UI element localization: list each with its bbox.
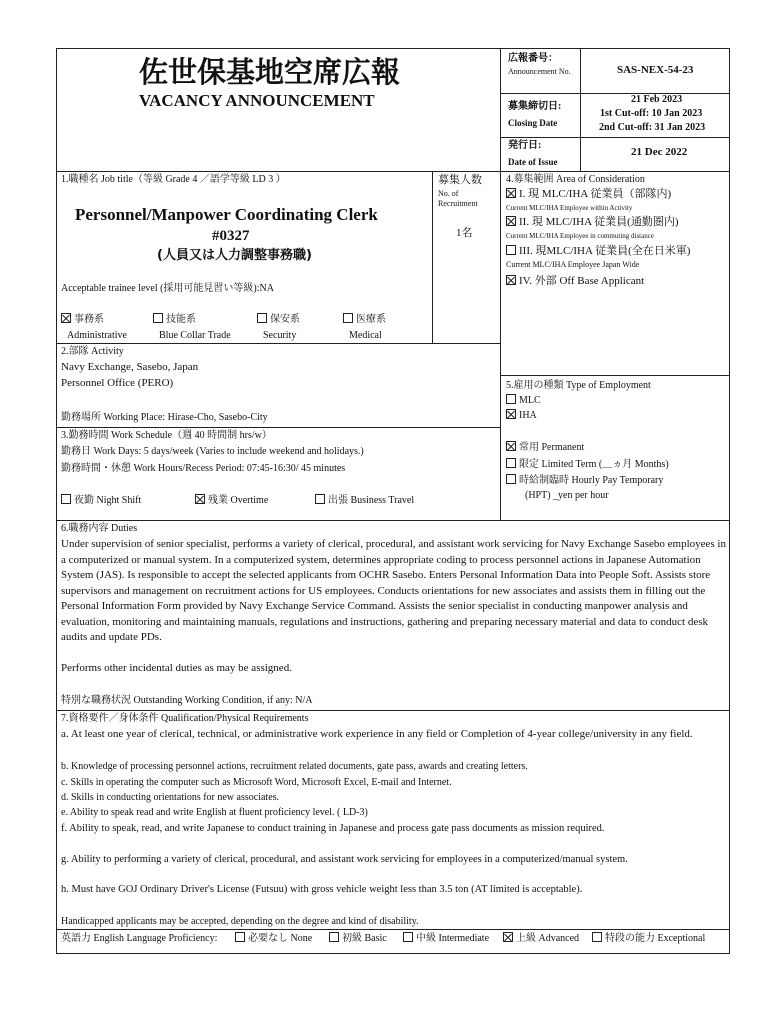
duties-label: 6.職務内容 Duties (61, 523, 138, 534)
employment-hpt: (HPT) _yen per hour (525, 490, 609, 501)
english-none[interactable]: 必要なし None (235, 932, 312, 946)
english-label: 英語力 English Language Proficiency: (61, 933, 218, 944)
category-security[interactable]: 保安系 (257, 313, 300, 327)
category-medical[interactable]: 医療系 (343, 313, 386, 327)
night-shift[interactable]: 夜勤 Night Shift (61, 494, 141, 508)
recruit-count: 1名 (456, 227, 473, 239)
area-item-2[interactable]: II. 現 MLC/IHA 従業員(通勤圏内) (506, 215, 679, 229)
area-item-3[interactable]: III. 現MLC/IHA 従業員(全在日米軍) (506, 244, 690, 258)
issue-label-en: Date of Issue (508, 157, 558, 167)
announcement-form (56, 48, 730, 954)
closing-label-en: Closing Date (508, 118, 558, 128)
work-hours: 勤務時間・休憩 Work Hours/Recess Period: 07:45-16:30/ 45 minutes (61, 463, 346, 474)
area-item-1[interactable]: I. 現 MLC/IHA 従業員（部隊内) (506, 187, 671, 201)
handicap-note: Handicapped applicants may be accepted, depending on the degree and kind of disability. (61, 916, 419, 927)
cutoff-2: 2nd Cut-off: 31 Jan 2023 (599, 122, 706, 133)
activity-line-1: Navy Exchange, Sasebo, Japan (61, 361, 199, 373)
announcement-no: SAS-NEX-54-23 (617, 64, 694, 76)
closing-label-jp: 募集締切日: (508, 101, 562, 112)
english-intermediate[interactable]: 中級 Intermediate (403, 932, 489, 946)
job-number: #0327 (212, 228, 250, 244)
qualification-a: a. At least one year of clerical, technical, or administrative work experience in any field or Completion of 4-year college/university in any field. (61, 728, 693, 740)
area-item-2-sub: Current MLC/IHA Employee in commuting distance (506, 232, 654, 240)
english-basic[interactable]: 初級 Basic (329, 932, 387, 946)
employment-label: 5.雇用の種類 Type of Employment (506, 380, 651, 391)
employment-mlc[interactable]: MLC (506, 394, 541, 408)
issue-label-jp: 発行日: (508, 140, 542, 151)
job-title-jp: (人員又は人力調整事務職) (157, 248, 312, 263)
category-blue-collar[interactable]: 技能系 (153, 313, 196, 327)
qualification-e: e. Ability to speak read and write English at fluent proficiency level. ( LD-3) (61, 807, 368, 818)
category-security-label: Security (263, 330, 297, 341)
activity-label: 2.部隊 Activity (61, 346, 124, 357)
area-item-1-sub: Current MLC/IHA Employee within Activity (506, 204, 633, 212)
employment-iha[interactable]: IHA (506, 409, 537, 423)
qualification-h: h. Must have GOJ Ordinary Driver's License (Futsuu) with gross vehicle weight less than 3.5 ton (AT limited is acceptable). (61, 884, 583, 895)
duties-incidental: Performs other incidental duties as may be assigned. (61, 662, 292, 674)
duties-text: Under supervision of senior specialist, performs a variety of clerical, procedural, and assistant work servicing for Navy Exchange Sasebo employees in a computerized or manual system. In a computerized system, determines appropriate coding to process personnel actions in Japanese Automation System (JAS). Is responsible to accept the selected applicants from OCHR Sasebo. Enters Personal Information Data into People Soft. Assists store supervisors and management on recruitment actions for US employees. Conducts orientations for new associates and assists them in filling out the Personal Information Form provided by Navy Exchange Service Command. Assists the senior specialist in conducting manpower analysis and evaluation, monitoring and maintaining manuals, regulations and instructions, gathering and preparing necessary material and data to conduct desk audits and update PDs. (61, 538, 726, 643)
qualification-d: d. Skills in conducting orientations for new associates. (61, 792, 280, 803)
issue-date: 21 Dec 2022 (631, 146, 688, 158)
qualifications-label: 7.資格要件／身体条件 Qualification/Physical Requirements (61, 713, 309, 724)
employment-limited[interactable]: 限定 Limited Term (＿ヵ月 Months) (506, 458, 669, 472)
activity-line-2: Personnel Office (PERO) (61, 377, 174, 389)
category-medical-label: Medical (349, 330, 382, 341)
english-exceptional[interactable]: 特段の能力 Exceptional (592, 932, 705, 946)
category-administrative-label: Administrative (67, 330, 127, 341)
qualification-c: c. Skills in operating the computer such as Microsoft Word, Microsoft Excel, E-mail and Internet. (61, 777, 452, 788)
category-administrative[interactable]: 事務系 (61, 313, 104, 327)
closing-date: 21 Feb 2023 (631, 94, 683, 105)
area-item-4[interactable]: IV. 外部 Off Base Applicant (506, 274, 644, 288)
announcement-label-jp: 広報番号： (508, 53, 558, 64)
recruit-label-en: No. of Recruitment (438, 189, 478, 208)
job-title-en: Personnel/Manpower Coordinating Clerk (75, 205, 378, 224)
category-blue-collar-label: Blue Collar Trade (159, 330, 231, 341)
overtime[interactable]: 残業 Overtime (195, 494, 268, 508)
qualification-b: b. Knowledge of processing personnel actions, recruitment related documents, gate pass, awards and creating letters. (61, 761, 528, 772)
workplace: 勤務場所 Working Place: Hirase-Cho, Sasebo-City (61, 412, 268, 423)
area-item-3-sub: Current MLC/IHA Employee Japan Wide (506, 260, 640, 269)
outstanding-condition: 特別な職務状況 Outstanding Working Condition, if any: N/A (61, 695, 313, 706)
employment-permanent[interactable]: 常用 Permanent (506, 441, 584, 455)
business-travel[interactable]: 出張 Business Travel (315, 494, 414, 508)
area-label: 4.募集範囲 Area of Consideration (506, 174, 645, 185)
qualification-f: f. Ability to speak, read, and write Japanese to conduct training in Japanese and process gate pass documents as mission required. (61, 823, 605, 834)
recruit-label-jp: 募集人数 (438, 174, 482, 186)
job-label: 1.職種名 Job title（等級 Grade 4 ／語学等級 LD 3 ） (61, 174, 286, 185)
qualification-g: g. Ability to performing a variety of clerical, procedural, and assistant work servicing for employees in a computerized/manual system. (61, 854, 628, 865)
title-en: VACANCY ANNOUNCEMENT (139, 91, 375, 110)
schedule-label: 3.勤務時間 Work Schedule（週 40 時間制 hrs/w） (61, 430, 272, 441)
trainee-level: Acceptable trainee level (採用可能見習い等級):NA (61, 283, 274, 294)
employment-hourly[interactable]: 時給制臨時 Hourly Pay Temporary (506, 474, 663, 488)
announcement-label-en: Announcement No. (508, 67, 571, 76)
work-days: 勤務日 Work Days: 5 days/week (Varies to include weekend and holidays.) (61, 446, 364, 457)
english-advanced[interactable]: 上級 Advanced (503, 932, 579, 946)
title-jp: 佐世保基地空席広報 (139, 55, 401, 89)
cutoff-1: 1st Cut-off: 10 Jan 2023 (600, 108, 703, 119)
